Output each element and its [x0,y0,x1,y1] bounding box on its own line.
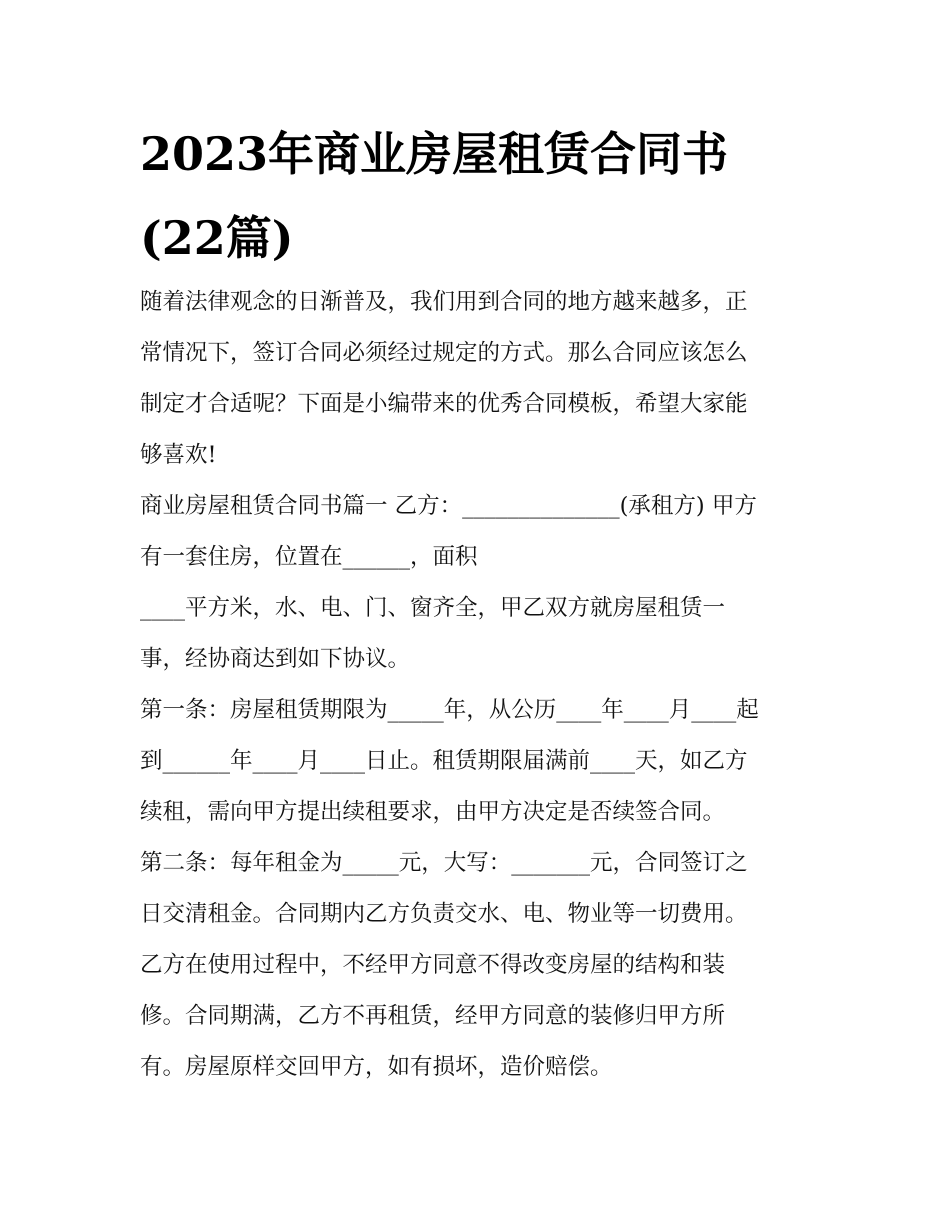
body-line: 有一套住房，位置在______，面积 [140,544,478,570]
body-line: 第一条：房屋租赁期限为_____年，从公历____年____月____起 [140,697,759,723]
body-line: 有。房屋原样交回甲方，如有损坏，造价赔偿。 [140,1054,613,1080]
body-line: 修。合同期满，乙方不再租赁，经甲方同意的装修归甲方所 [140,1003,726,1029]
body-line: 日交清租金。合同期内乙方负责交水、电、物业等一切费用。 [140,901,748,927]
body-line: 商业房屋租赁合同书篇一 乙方：______________(承租方) 甲方 [140,493,757,519]
body-line: 随着法律观念的日渐普及，我们用到合同的地方越来越多，正 [140,289,748,315]
body-line: 第二条：每年租金为_____元，大写：_______元，合同签订之 [140,850,748,876]
body-line: ____平方米，水、电、门、窗齐全，甲乙双方就房屋租赁一 [140,595,726,621]
body-line: 常情况下，签订合同必须经过规定的方式。那么合同应该怎么 [140,340,748,366]
body-line: 到______年____月____日止。租赁期限届满前____天，如乙方 [140,748,748,774]
body-line: 续租，需向甲方提出续租要求，由甲方决定是否续签合同。 [140,799,726,825]
body-line: 够喜欢! [140,442,217,468]
body-line: 事，经协商达到如下协议。 [140,646,411,672]
body-line: 制定才合适呢？下面是小编带来的优秀合同模板，希望大家能 [140,391,748,417]
body-line: 乙方在使用过程中，不经甲方同意不得改变房屋的结构和装 [140,952,726,978]
title-line: (22篇) [140,211,294,265]
document-body [140,277,820,1093]
document-title [140,112,820,280]
title-line: 2023年商业房屋租赁合同书 [140,127,729,181]
